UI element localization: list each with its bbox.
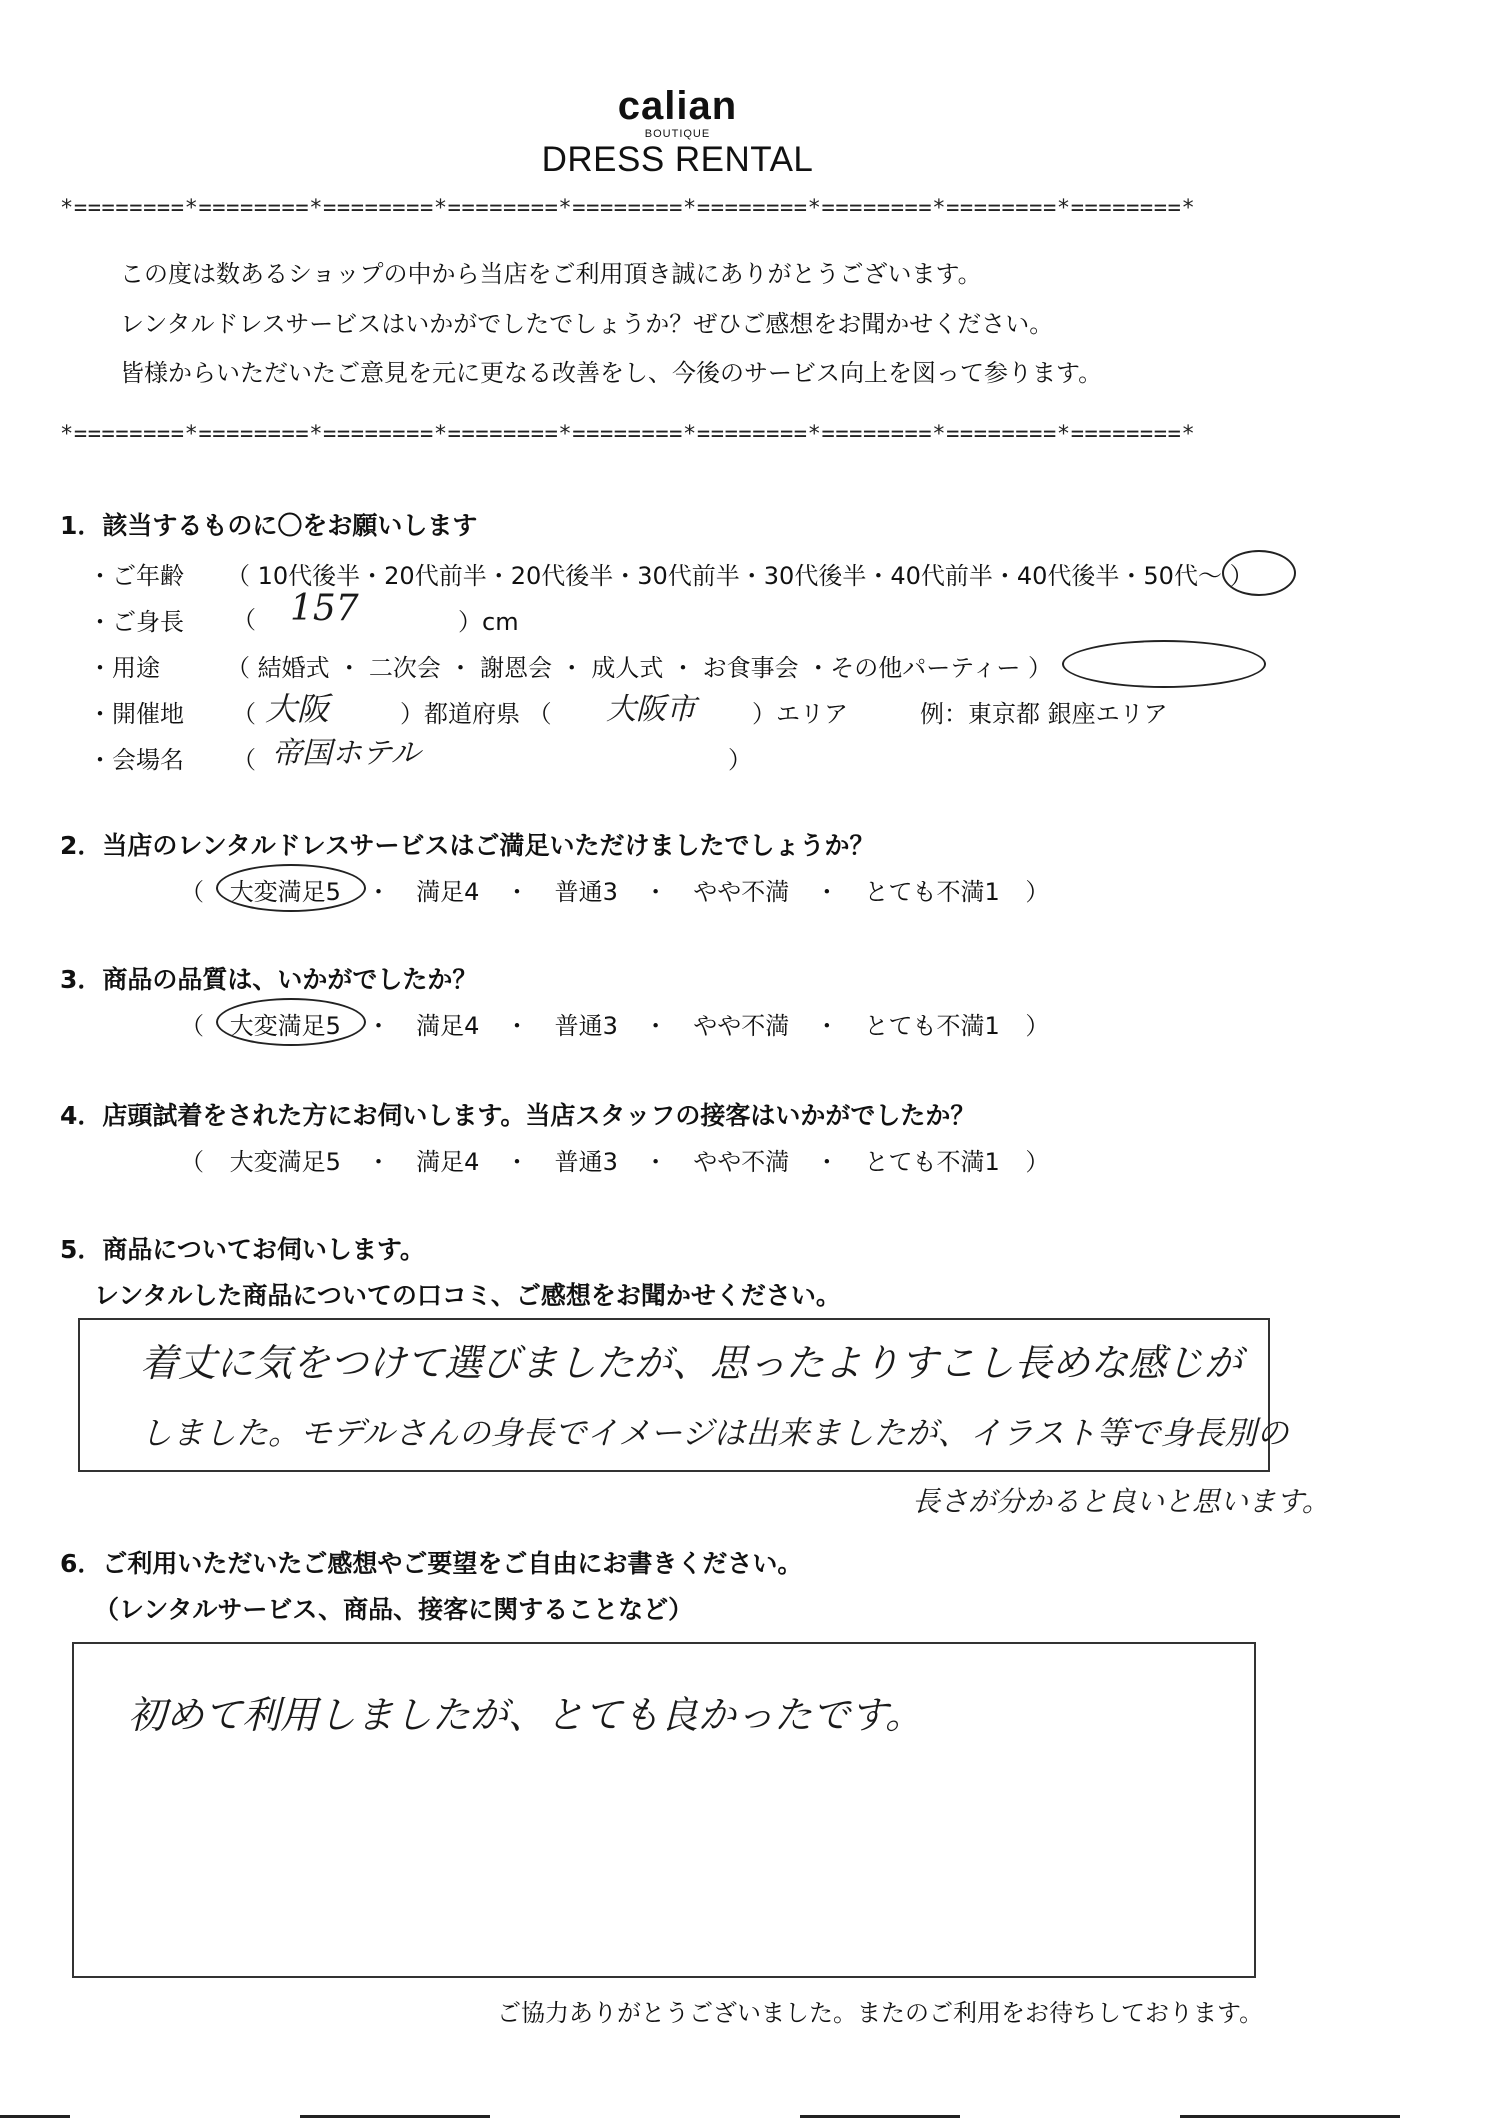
footer-thanks: ご協力ありがとうございました。またのご利用をお待ちしております。 (497, 1999, 1264, 2027)
q1-venue-example: 例：東京都 銀座エリア (920, 700, 1168, 728)
q4-title: 4．店頭試着をされた方にお伺いします。当店スタッフの接客はいかがでしたか？ (60, 1101, 976, 1130)
q1-title: 1．該当するものに〇をお願いします (60, 511, 478, 540)
q3-selected-circle (216, 998, 366, 1046)
q1-venue-open: （ (232, 700, 256, 728)
q1-venue-area-label: ・開催地 (88, 700, 184, 728)
footer-scan-mark-3 (800, 2115, 960, 2118)
q5-answer-line-2: しました。モデルさんの身長でイメージは出来ましたが、イラスト等で身長別の (140, 1414, 1289, 1452)
divider-middle: *========*========*========*========*========*========*========*========*========* (60, 422, 1196, 447)
footer-scan-mark-2 (300, 2115, 490, 2118)
q1-height-close: ）cm (458, 608, 519, 636)
q3-options[interactable]: （ 大変満足5 ・ 満足4 ・ 普通3 ・ やや不満 ・ とても不満1 ） (180, 1012, 1050, 1040)
q5-title: 5．商品についてお伺いします。 (60, 1235, 425, 1264)
q1-height-value[interactable]: 157 (290, 588, 359, 629)
q1-venue-name-close: ） (728, 746, 752, 774)
q1-purpose-options[interactable]: （ 結婚式 ・ 二次会 ・ 謝恩会 ・ 成人式 ・ お食事会 ・その他パーティー ） (226, 654, 1052, 682)
q1-venue-pref[interactable]: 大阪 (265, 690, 330, 728)
q6-title: 6．ご利用いただいたご感想やご要望をご自由にお書きください。 (60, 1549, 803, 1578)
intro-line-2: レンタルドレスサービスはいかがでしたでしょうか？ぜひご感想をお聞かせください。 (120, 310, 1054, 338)
q1-age-label: ・ご年齢 (88, 562, 184, 590)
q1-venue-name-open: （ (232, 746, 256, 774)
intro-line-3: 皆様からいただいたご意見を元に更なる改善をし、今後のサービス向上を図って参ります。 (120, 359, 1103, 387)
page-title: DRESS RENTAL (541, 140, 814, 179)
q6-answer-text: 初めて利用しましたが、とても良かったです。 (128, 1693, 923, 1737)
q2-selected-circle (216, 864, 366, 912)
q5-answer-line-3: 長さが分かると良いと思います。 (912, 1485, 1330, 1518)
q1-venue-city[interactable]: 大阪市 (606, 692, 696, 727)
q5-answer-line-1: 着丈に気をつけて選びましたが、思ったよりすこし長めな感じが (140, 1341, 1243, 1385)
q1-purpose-selected-circle (1062, 640, 1266, 688)
intro-line-1: この度は数あるショップの中から当店をご利用頂き誠にありがとうございます。 (120, 260, 982, 288)
q1-purpose-label: ・用途 (88, 654, 160, 682)
q1-age-options[interactable]: （ 10代後半・20代前半・20代後半・30代前半・30代後半・40代前半・40代後半・50代～ ） (226, 562, 1254, 590)
divider-top: *========*========*========*========*========*========*========*========*========* (60, 196, 1196, 221)
q1-venue-end: ）エリア (752, 700, 848, 728)
q2-title: 2．当店のレンタルドレスサービスはご満足いただけましたでしょうか？ (60, 831, 875, 860)
q6-subtitle: （レンタルサービス、商品、接客に関することなど） (94, 1595, 694, 1624)
brand-logo: calian (617, 84, 738, 128)
q1-venue-name-label: ・会場名 (88, 746, 184, 774)
q5-subtitle: レンタルした商品についての口コミ、ご感想をお聞かせください。 (94, 1281, 841, 1310)
footer-scan-mark-4 (1180, 2115, 1400, 2118)
q1-age-selected-circle (1222, 550, 1296, 596)
brand-sub: BOUTIQUE (644, 128, 711, 140)
q3-title: 3．商品の品質は、いかがでしたか？ (60, 965, 478, 994)
q1-venue-name-value[interactable]: 帝国ホテル (272, 736, 421, 771)
q1-height-open: （ (232, 606, 256, 634)
q4-options[interactable]: （ 大変満足5 ・ 満足4 ・ 普通3 ・ やや不満 ・ とても不満1 ） (180, 1148, 1050, 1176)
q2-options[interactable]: （ 大変満足5 ・ 満足4 ・ 普通3 ・ やや不満 ・ とても不満1 ） (180, 878, 1050, 906)
q1-venue-mid: ）都道府県 （ (400, 700, 552, 728)
q1-height-label: ・ご身長 (88, 608, 184, 636)
footer-scan-mark-1 (0, 2115, 70, 2118)
